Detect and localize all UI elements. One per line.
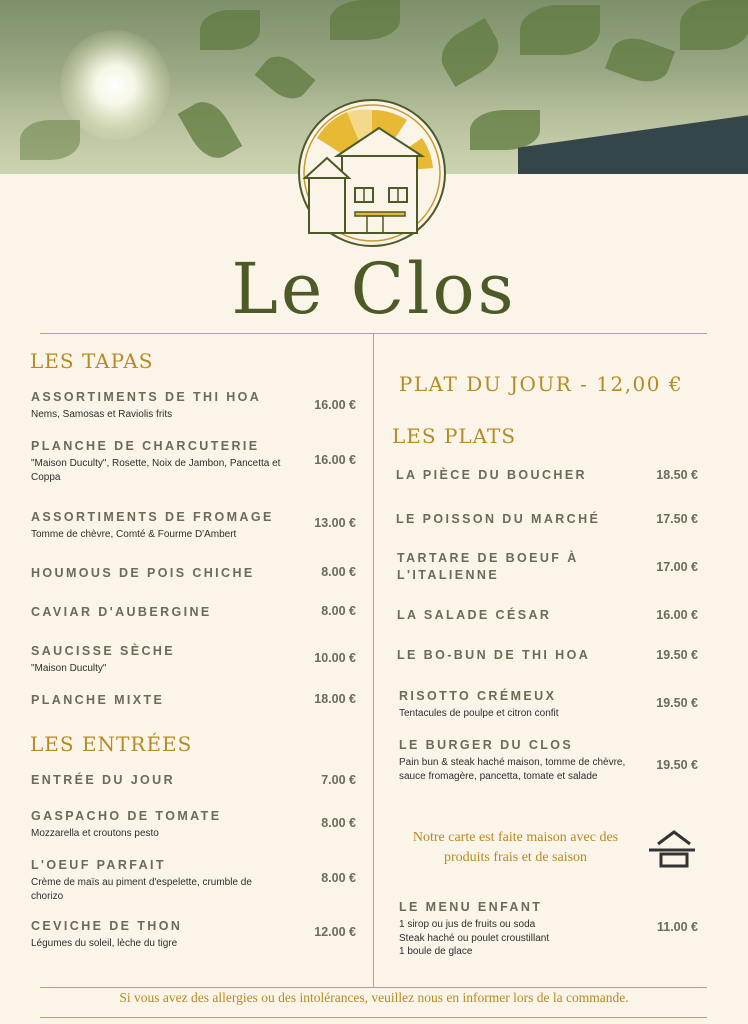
item-name: L'OEUF PARFAIT (31, 858, 166, 872)
menu-item (31, 772, 296, 789)
item-price: 8.00 € (321, 565, 356, 579)
section-title-plats: LES PLATS (392, 424, 517, 448)
menu-item (31, 604, 296, 621)
menu-item (397, 550, 612, 584)
menu-item (31, 857, 286, 903)
item-price: 16.00 € (314, 398, 356, 412)
item-name: LE BO-BUN DE THI HOA (397, 648, 591, 662)
item-price: 19.50 € (656, 696, 698, 710)
item-name: PLANCHE MIXTE (31, 693, 165, 707)
item-price: 16.00 € (314, 453, 356, 467)
menu-item (31, 918, 296, 951)
item-name: LE MENU ENFANT (399, 900, 543, 914)
item-name: ASSORTIMENTS DE FROMAGE (31, 510, 274, 524)
item-name: PLANCHE DE CHARCUTERIE (31, 439, 260, 453)
bottom-divider (40, 987, 707, 988)
item-desc: Mozzarella et croutons pesto (31, 828, 159, 839)
menu-item (396, 467, 646, 484)
item-desc: 1 sirop ou jus de fruits ou soda Steak haché ou poulet croustillant 1 boule de glace (399, 919, 550, 957)
house-icon (648, 828, 696, 868)
item-price: 10.00 € (314, 651, 356, 665)
item-price: 8.00 € (321, 604, 356, 618)
menu-item (31, 808, 296, 841)
allergy-notice: Si vous avez des allergies ou des intolérances, veuillez nous en informer lors de la commande. (119, 990, 629, 1005)
item-name: ASSORTIMENTS DE THI HOA (31, 390, 262, 404)
menu-item (31, 389, 296, 422)
item-price: 17.50 € (656, 512, 698, 526)
item-price: 11.00 € (656, 920, 698, 934)
menu-item (397, 607, 647, 624)
item-name: SAUCISSE SÈCHE (31, 644, 176, 658)
item-price: 18.00 € (314, 692, 356, 706)
item-desc: Légumes du soleil, lèche du tigre (31, 938, 178, 949)
roof (518, 112, 748, 174)
menu-item (31, 565, 296, 582)
item-desc: Tomme de chèvre, Comté & Fourme D'Ambert (31, 529, 237, 540)
item-desc: Nems, Samosas et Raviolis frits (31, 409, 173, 420)
item-name: TARTARE DE BOEUF À L'ITALIENNE (397, 551, 579, 582)
item-name: HOUMOUS DE POIS CHICHE (31, 566, 255, 580)
house-made-note: Notre carte est faite maison avec des produits frais et de saison (412, 830, 619, 865)
menu-item (399, 737, 631, 783)
item-price: 8.00 € (321, 871, 356, 885)
item-price: 19.50 € (656, 648, 698, 662)
item-price: 18.50 € (656, 468, 698, 482)
menu-item (31, 438, 286, 484)
restaurant-name: Le Clos (231, 248, 517, 330)
item-desc: "Maison Duculty", Rosette, Noix de Jambon, Pancetta et Coppa (31, 458, 281, 483)
menu-item (31, 643, 296, 676)
item-price: 7.00 € (321, 773, 356, 787)
section-title-entrees: LES ENTRÉES (30, 732, 193, 756)
item-price: 17.00 € (656, 560, 698, 574)
item-desc: Tentacules de poulpe et citron confit (399, 708, 559, 719)
section-title-tapas: LES TAPAS (30, 349, 154, 373)
item-name: RISOTTO CRÉMEUX (399, 689, 557, 703)
item-name: CEVICHE DE THON (31, 919, 183, 933)
item-price: 12.00 € (314, 925, 356, 939)
item-price: 19.50 € (656, 758, 698, 772)
footer-divider (40, 1017, 707, 1018)
menu-item (399, 688, 639, 721)
menu-item-enfant (399, 899, 639, 959)
menu-item (397, 647, 647, 664)
menu-item (396, 511, 646, 528)
item-name: CAVIAR D'AUBERGINE (31, 605, 212, 619)
item-name: LA PIÈCE DU BOUCHER (396, 468, 587, 482)
column-divider (373, 333, 374, 987)
item-desc: Crème de maïs au piment d'espelette, crumble de chorizo (31, 877, 252, 902)
item-name: LE BURGER DU CLOS (399, 738, 574, 752)
menu-item (31, 509, 296, 542)
house-logo-icon (297, 98, 447, 248)
item-desc: "Maison Duculty" (31, 663, 107, 674)
menu-item (31, 692, 296, 709)
item-desc: Pain bun & steak haché maison, tomme de chèvre, sauce fromagère, pancetta, tomate et salade (399, 757, 626, 782)
item-price: 13.00 € (314, 516, 356, 530)
item-name: LA SALADE CÉSAR (397, 608, 552, 622)
plat-du-jour: PLAT DU JOUR - 12,00 € (398, 372, 684, 396)
item-price: 16.00 € (656, 608, 698, 622)
item-name: GASPACHO DE TOMATE (31, 809, 222, 823)
item-name: ENTRÉE DU JOUR (31, 773, 176, 787)
item-price: 8.00 € (321, 816, 356, 830)
item-name: LE POISSON DU MARCHÉ (396, 512, 601, 526)
